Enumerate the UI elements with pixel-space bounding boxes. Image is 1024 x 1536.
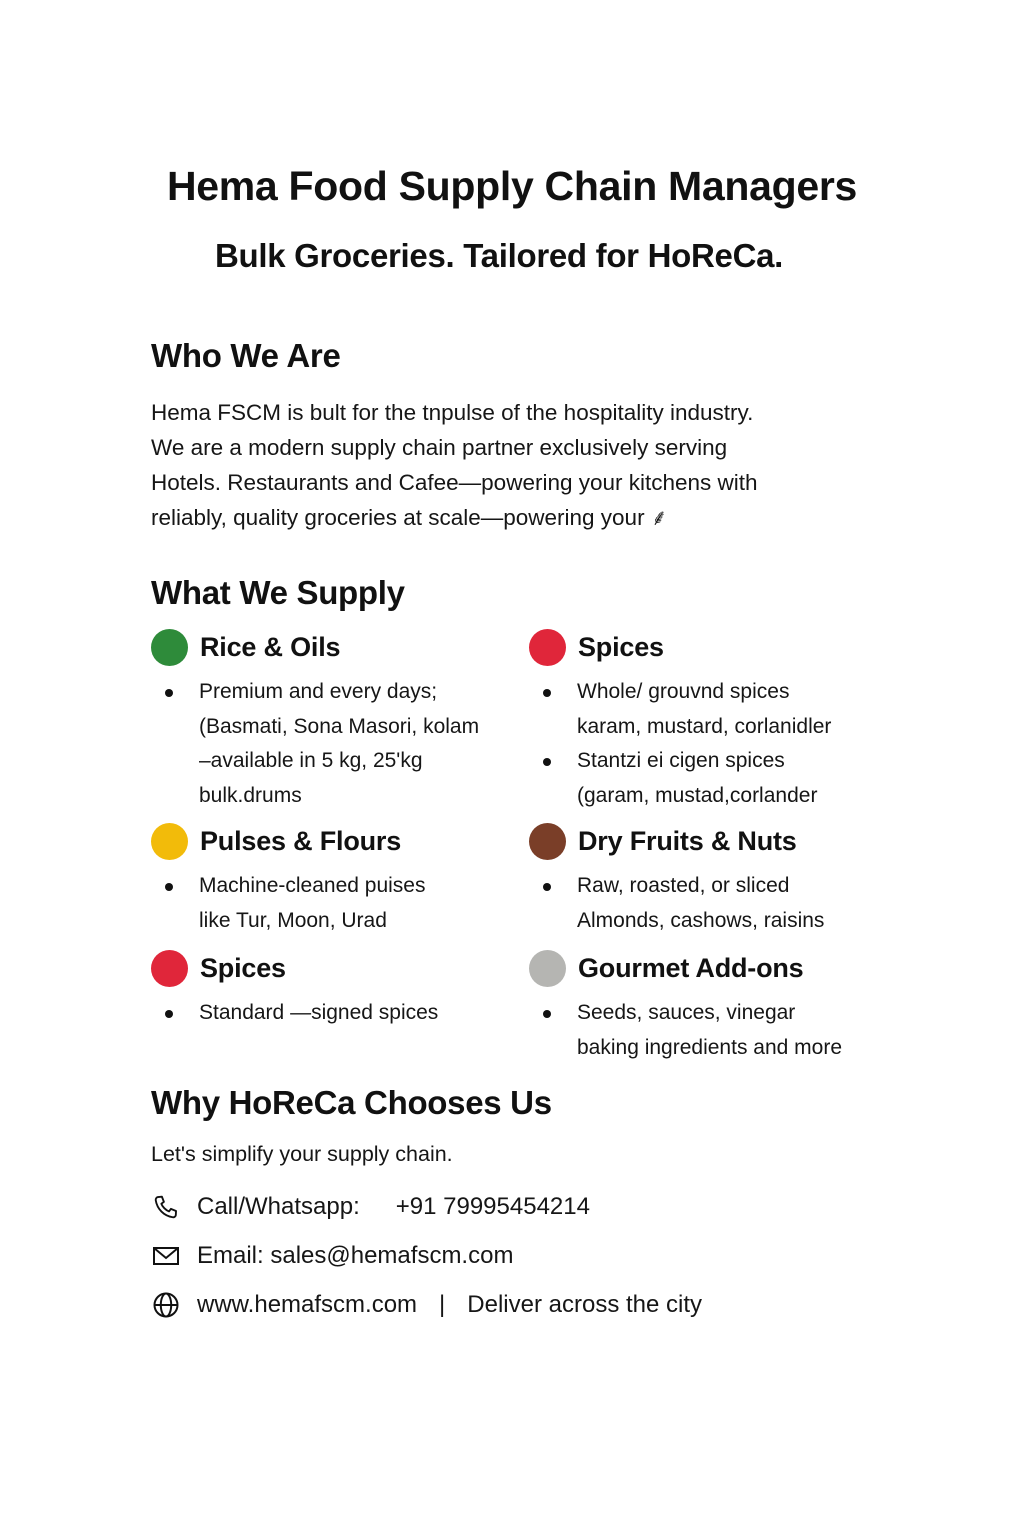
bullet-icon — [165, 1010, 173, 1018]
bullet-icon — [543, 689, 551, 697]
red-circle-icon — [529, 629, 566, 666]
bullet-icon — [543, 758, 551, 766]
category-name: Dry Fruits & Nuts — [578, 825, 797, 856]
phone-label: Call/Whatsapp: — [197, 1193, 360, 1220]
contact-website — [151, 1290, 702, 1320]
phone-icon — [151, 1192, 181, 1222]
bullet-line: Raw, roasted, or sliced — [577, 874, 790, 897]
bullet-line: Standard —signed spices — [199, 1001, 439, 1024]
why-us-heading: Why HoReCa Chooses Us — [151, 1084, 552, 1121]
bullet-line: bulk.drums — [199, 783, 302, 807]
phone-number-link[interactable]: +91 79995454214 — [395, 1193, 590, 1220]
about-line: reliably, quality groceries at scale—powering your ⸙ — [151, 505, 668, 530]
who-we-are-heading: Who We Are — [151, 337, 341, 374]
list-item — [151, 996, 438, 1031]
bullet-icon — [543, 1010, 551, 1018]
bullet-icon — [165, 689, 173, 697]
category-name: Spices — [200, 952, 286, 983]
category-name: Rice & Oils — [200, 631, 341, 662]
bullet-line: baking ingredients and more — [577, 1035, 843, 1059]
list-item — [529, 996, 842, 1065]
bullet-line: karam, mustard, corlanidler — [577, 714, 832, 738]
category-pulses-flours — [151, 821, 425, 938]
category-spices — [529, 627, 831, 813]
contact-phone — [151, 1192, 590, 1222]
email-link[interactable]: Email: sales@hemafscm.com — [197, 1242, 514, 1269]
bullet-line: (garam, mustad,corlander — [577, 783, 818, 807]
separator: | — [439, 1291, 446, 1318]
list-item — [529, 869, 824, 938]
category-spices-standard — [151, 948, 438, 1031]
list-item — [151, 675, 479, 813]
website-link[interactable]: www.hemafscm.com — [197, 1291, 418, 1318]
list-item — [529, 675, 831, 744]
what-we-supply-heading: What We Supply — [151, 574, 405, 611]
bullet-line: Machine-cleaned puises — [199, 874, 426, 897]
category-name: Spices — [578, 631, 664, 662]
category-dry-fruits-nuts — [529, 821, 824, 938]
category-gourmet-add-ons — [529, 948, 842, 1065]
red-circle-icon — [151, 950, 188, 987]
list-item — [151, 869, 425, 938]
bullet-line: Stantzi ei cigen spices — [577, 749, 785, 772]
bullet-icon — [165, 883, 173, 891]
page-subtitle: Bulk Groceries. Tailored for HoReCa. — [214, 237, 784, 274]
tagline: Let's simplify your supply chain. — [151, 1142, 453, 1166]
gray-circle-icon — [529, 950, 566, 987]
about-line: Hema FSCM is bult for the tnpulse of the hospitality industry. — [151, 400, 754, 425]
delivery-note: Deliver across the city — [467, 1291, 703, 1318]
list-item — [529, 744, 831, 813]
bullet-line: (Basmati, Sona Masori, kolam — [199, 714, 480, 738]
category-name: Gourmet Add-ons — [578, 952, 804, 983]
globe-icon — [151, 1290, 181, 1320]
contact-email — [151, 1241, 513, 1271]
category-rice-oils — [151, 627, 479, 813]
bullet-line: Whole/ grouvnd spices — [577, 680, 790, 703]
green-circle-icon — [151, 629, 188, 666]
about-line: Hotels. Restaurants and Cafee—powering your kitchens with — [151, 470, 758, 495]
about-line: We are a modern supply chain partner exclusively serving — [151, 435, 728, 460]
bullet-line: –available in 5 kg, 25'kg — [199, 749, 423, 772]
brown-circle-icon — [529, 823, 566, 860]
about-paragraph — [151, 395, 871, 535]
bullet-line: Premium and every days; — [199, 680, 438, 703]
bullet-line: Seeds, sauces, vinegar — [577, 1001, 796, 1024]
bullet-icon — [543, 883, 551, 891]
bullet-line: Almonds, cashows, raisins — [577, 908, 825, 932]
yellow-circle-icon — [151, 823, 188, 860]
bullet-line: like Tur, Moon, Urad — [199, 908, 387, 932]
category-name: Pulses & Flours — [200, 825, 402, 856]
page-title: Hema Food Supply Chain Managers — [166, 163, 858, 209]
mail-icon — [151, 1241, 181, 1271]
